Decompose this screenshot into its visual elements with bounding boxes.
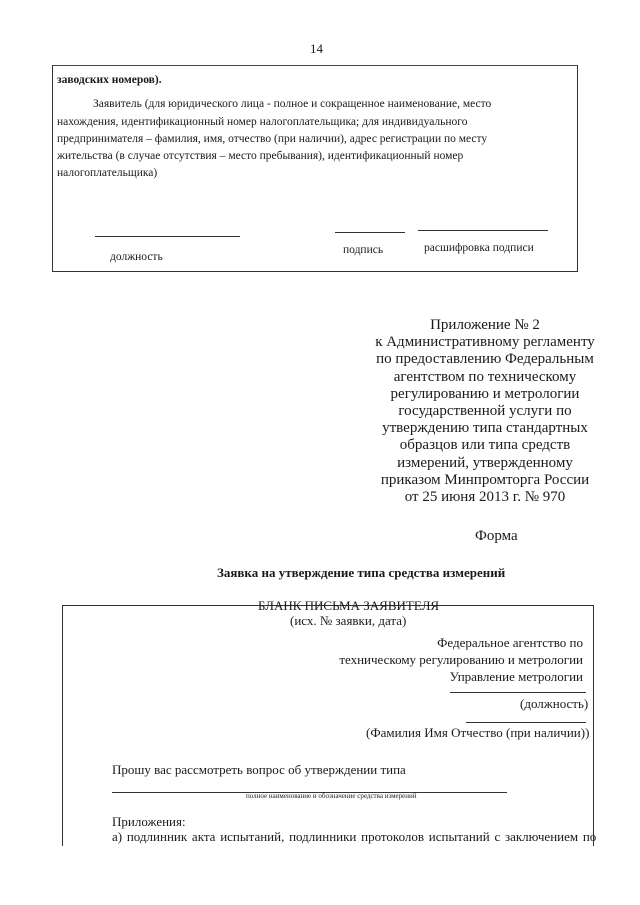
signature-line bbox=[335, 232, 405, 233]
position-line bbox=[95, 236, 240, 237]
position-label: (должность) bbox=[520, 696, 589, 711]
appendix-line: регулированию и метрологии bbox=[390, 385, 580, 402]
applicant-line-5: налогоплательщика) bbox=[57, 167, 158, 179]
name-underline bbox=[466, 722, 586, 723]
appendix-block bbox=[364, 317, 606, 506]
attachment-a: а) подлинник акта испытаний, подлинники протоколов испытаний с заключением по bbox=[112, 829, 597, 844]
request-text: Прошу вас рассмотреть вопрос об утверждении типа bbox=[112, 762, 406, 777]
blank-subtitle: (исх. № заявки, дата) bbox=[290, 613, 407, 628]
position-underline bbox=[450, 692, 586, 693]
appendix-line: утверждению типа стандартных bbox=[382, 420, 588, 437]
decoding-line bbox=[418, 230, 548, 231]
document-title: Заявка на утверждение типа средства измерений bbox=[217, 565, 506, 580]
applicant-line-4: жительства (в случае отсутствия – место пребывания), идентификационный номер bbox=[57, 150, 464, 162]
appendix-line: к Административному регламенту bbox=[375, 334, 595, 351]
applicant-line-2: нахождения, идентификационный номер налогоплательщика; для индивидуального bbox=[57, 116, 468, 128]
applicant-line-3: предпринимателя – фамилия, имя, отчество (при наличии), адрес регистрации по месту bbox=[57, 133, 488, 145]
attachments-label: Приложения: bbox=[112, 814, 186, 829]
decoding-caption: расшифровка подписи bbox=[424, 242, 534, 254]
appendix-line: образцов или типа средств bbox=[399, 437, 571, 454]
appendix-line: от 25 июня 2013 г. № 970 bbox=[404, 489, 566, 506]
page-number: 14 bbox=[310, 41, 323, 56]
continuation-text: заводских номеров). bbox=[57, 74, 162, 86]
appendix-line: измерений, утвержденному bbox=[397, 454, 573, 471]
appendix-line: агентством по техническому bbox=[393, 368, 577, 385]
appendix-line: приказом Минпромторга России bbox=[380, 471, 590, 488]
appendix-line: Приложение № 2 bbox=[430, 317, 540, 333]
addressee-block bbox=[300, 634, 583, 685]
signature-caption: подпись bbox=[343, 244, 384, 256]
applicant-line-1: Заявитель (для юридического лица - полное и сокращенное наименование, место bbox=[93, 98, 492, 110]
underline-caption: полное наименование и обозначение средства измерений bbox=[246, 792, 417, 800]
appendix-line: государственной услуги по bbox=[398, 403, 572, 420]
form-label: Форма bbox=[475, 528, 518, 544]
addressee-line: техническому регулированию и метрологии bbox=[339, 652, 583, 667]
position-caption: должность bbox=[110, 251, 163, 263]
addressee-line: Управление метрологии bbox=[449, 669, 583, 684]
blank-title: БЛАНК ПИСЬМА ЗАЯВИТЕЛЯ bbox=[258, 598, 440, 613]
name-label: (Фамилия Имя Отчество (при наличии)) bbox=[366, 725, 590, 740]
addressee-line: Федеральное агентство по bbox=[437, 635, 583, 650]
appendix-line: по предоставлению Федеральным bbox=[376, 351, 594, 368]
